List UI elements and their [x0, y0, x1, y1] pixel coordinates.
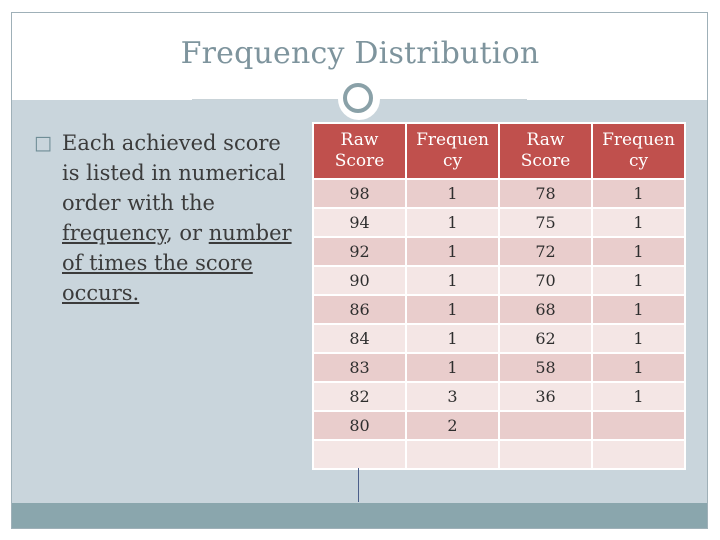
table-row — [313, 440, 685, 469]
table-cell: 83 — [313, 353, 406, 382]
table-row — [313, 324, 685, 353]
frequency-table — [312, 122, 686, 470]
table-cell — [592, 411, 685, 440]
table-cell: 1 — [592, 179, 685, 208]
bullet-text — [34, 128, 304, 308]
table-header-cell: Raw Score — [313, 123, 406, 179]
vertical-rule — [358, 468, 359, 502]
table-cell: 1 — [592, 353, 685, 382]
table-row — [313, 295, 685, 324]
table-cell: 1 — [592, 208, 685, 237]
bottom-bar — [12, 503, 707, 528]
table-row — [313, 237, 685, 266]
table-cell: 1 — [406, 324, 499, 353]
table-cell: 1 — [592, 266, 685, 295]
bullet-icon: □ — [34, 132, 52, 154]
table-header-cell: Frequen cy — [406, 123, 499, 179]
table-cell: 86 — [313, 295, 406, 324]
table-cell: 62 — [499, 324, 592, 353]
table-cell: 1 — [406, 237, 499, 266]
table-cell — [313, 440, 406, 469]
table-cell: 75 — [499, 208, 592, 237]
table-cell: 1 — [592, 237, 685, 266]
frequency-term: frequency — [62, 221, 166, 245]
circle-ring-icon — [343, 83, 373, 113]
bullet-text-start: Each achieved score is listed in numerical order with the — [62, 131, 286, 215]
table-row — [313, 411, 685, 440]
table-header-cell: Raw Score — [499, 123, 592, 179]
table-cell: 78 — [499, 179, 592, 208]
number-of-times-term: number of times the score occurs. — [62, 221, 292, 305]
table-cell: 1 — [406, 208, 499, 237]
table-cell: 1 — [592, 295, 685, 324]
table-cell: 1 — [406, 353, 499, 382]
table-header-row — [313, 123, 685, 179]
table-cell: 1 — [592, 382, 685, 411]
table-header-cell: Frequen cy — [592, 123, 685, 179]
table-cell: 3 — [406, 382, 499, 411]
table-cell: 92 — [313, 237, 406, 266]
table-cell: 90 — [313, 266, 406, 295]
table-row — [313, 382, 685, 411]
table-cell: 1 — [406, 266, 499, 295]
table-cell: 1 — [592, 324, 685, 353]
table-cell: 82 — [313, 382, 406, 411]
table-row — [313, 208, 685, 237]
table-cell: 72 — [499, 237, 592, 266]
table-cell: 84 — [313, 324, 406, 353]
table-cell — [499, 411, 592, 440]
table-cell: 94 — [313, 208, 406, 237]
bullet-text-mid: , or — [166, 221, 209, 245]
table-cell — [592, 440, 685, 469]
table-cell — [499, 440, 592, 469]
table-cell: 98 — [313, 179, 406, 208]
table-cell: 58 — [499, 353, 592, 382]
table-cell: 68 — [499, 295, 592, 324]
table-cell — [406, 440, 499, 469]
slide-title: Frequency Distribution — [180, 36, 540, 71]
table-cell: 1 — [406, 295, 499, 324]
table-row — [313, 179, 685, 208]
table-cell: 80 — [313, 411, 406, 440]
table-row — [313, 266, 685, 295]
table-cell: 2 — [406, 411, 499, 440]
table-cell: 36 — [499, 382, 592, 411]
table-cell: 1 — [406, 179, 499, 208]
bullet-paragraph — [34, 128, 304, 308]
table-row — [313, 353, 685, 382]
table-cell: 70 — [499, 266, 592, 295]
